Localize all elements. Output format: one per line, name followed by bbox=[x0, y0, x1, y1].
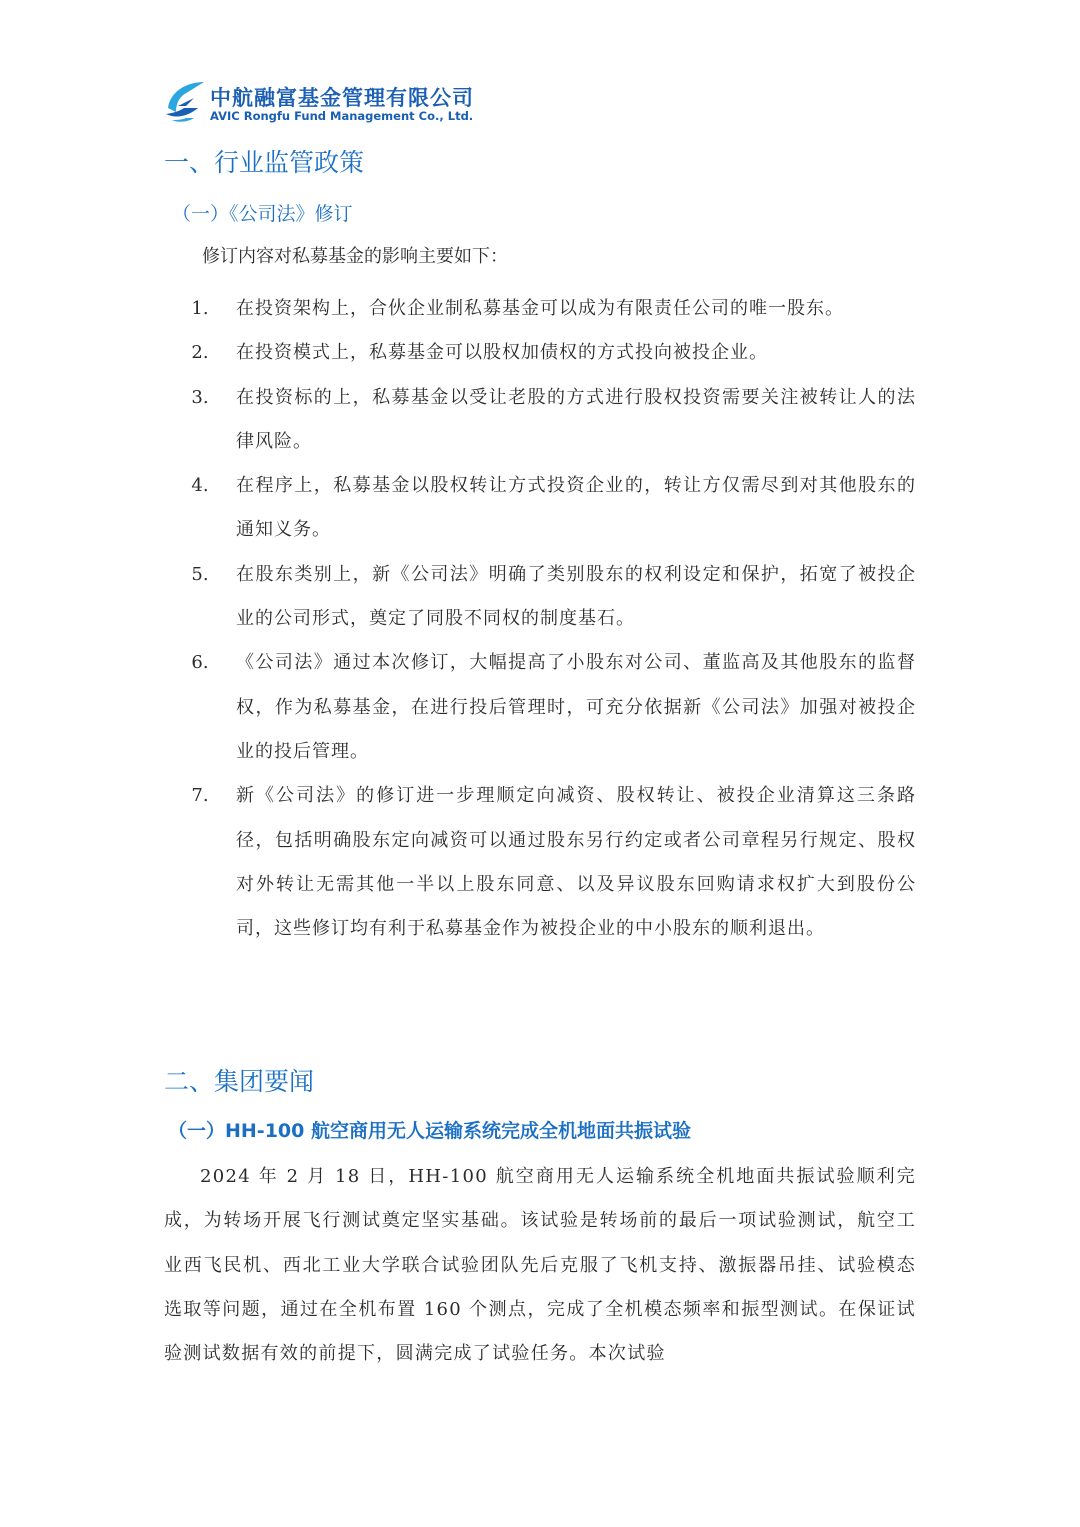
list-item bbox=[164, 376, 916, 465]
list-item bbox=[164, 553, 916, 642]
impact-list bbox=[164, 287, 916, 951]
logo-company-name-en: AVIC Rongfu Fund Management Co., Ltd. bbox=[210, 109, 474, 123]
list-item bbox=[164, 287, 916, 331]
list-item-number: 3. bbox=[191, 386, 209, 408]
list-item-number: 2. bbox=[191, 342, 209, 364]
section-1-heading: 一、行业监管政策 bbox=[164, 148, 365, 177]
list-item-number: 7. bbox=[191, 785, 209, 807]
list-item-number: 4. bbox=[191, 475, 209, 497]
list-item-text: 在投资架构上，合伙企业制私募基金可以成为有限责任公司的唯一股东。 bbox=[236, 298, 844, 319]
subsection-2-1-heading: （一）HH-100 航空商用无人运输系统完成全机地面共振试验 bbox=[168, 1120, 691, 1142]
intro-text: 修订内容对私募基金的影响主要如下： bbox=[202, 246, 508, 267]
list-item bbox=[164, 774, 916, 951]
subsection-1-1-heading: （一）《公司法》修订 bbox=[172, 203, 353, 225]
company-logo bbox=[164, 72, 484, 132]
news-paragraph: 2024 年 2 月 18 日，HH-100 航空商用无人运输系统全机地面共振试验顺利完成，为转场开展飞行测试奠定坚实基础。该试验是转场前的最后一项试验测试，航空工业西飞民机、西北工业大学联合试验团队先后克服了飞机支持、激振器吊挂、试验模态选取等问题，通过在全机布置 160 个测点，完成了全机模态频率和振型测试。在保证试验测试数据有效的前提下，圆满完成了试验任务。本次试验 bbox=[164, 1166, 916, 1365]
list-item-text: 在程序上，私募基金以股权转让方式投资企业的，转让方仅需尽到对其他股东的通知义务。 bbox=[236, 475, 916, 541]
avic-wing-logo-icon bbox=[164, 78, 206, 124]
list-item bbox=[164, 641, 916, 774]
list-item-number: 6. bbox=[191, 652, 209, 674]
list-item-text: 《公司法》通过本次修订，大幅提高了小股东对公司、董监高及其他股东的监督权，作为私募基金，在进行投后管理时，可充分依据新《公司法》加强对被投企业的投后管理。 bbox=[236, 652, 916, 762]
list-item-number: 1. bbox=[191, 298, 209, 319]
list-item-text: 新《公司法》的修订进一步理顺定向减资、股权转让、被投企业清算这三条路径，包括明确股东定向减资可以通过股东另行约定或者公司章程另行规定、股权对外转让无需其他一半以上股东同意、以及异议股东回购请求权扩大到股份公司，这些修订均有利于私募基金作为被投企业的中小股东的顺利退出。 bbox=[236, 785, 916, 940]
logo-company-name-cn: 中航融富基金管理有限公司 bbox=[210, 86, 474, 110]
list-item-text: 在投资模式上，私募基金可以股权加债权的方式投向被投企业。 bbox=[236, 342, 768, 364]
list-item-text: 在股东类别上，新《公司法》明确了类别股东的权利设定和保护，拓宽了被投企业的公司形式，奠定了同股不同权的制度基石。 bbox=[236, 563, 916, 630]
list-item-text: 在投资标的上，私募基金以受让老股的方式进行股权投资需要关注被转让人的法律风险。 bbox=[236, 386, 916, 452]
list-item-number: 5. bbox=[191, 563, 209, 585]
list-item bbox=[164, 464, 916, 553]
section-2-heading: 二、集团要闻 bbox=[164, 1067, 315, 1096]
list-item bbox=[164, 331, 916, 375]
